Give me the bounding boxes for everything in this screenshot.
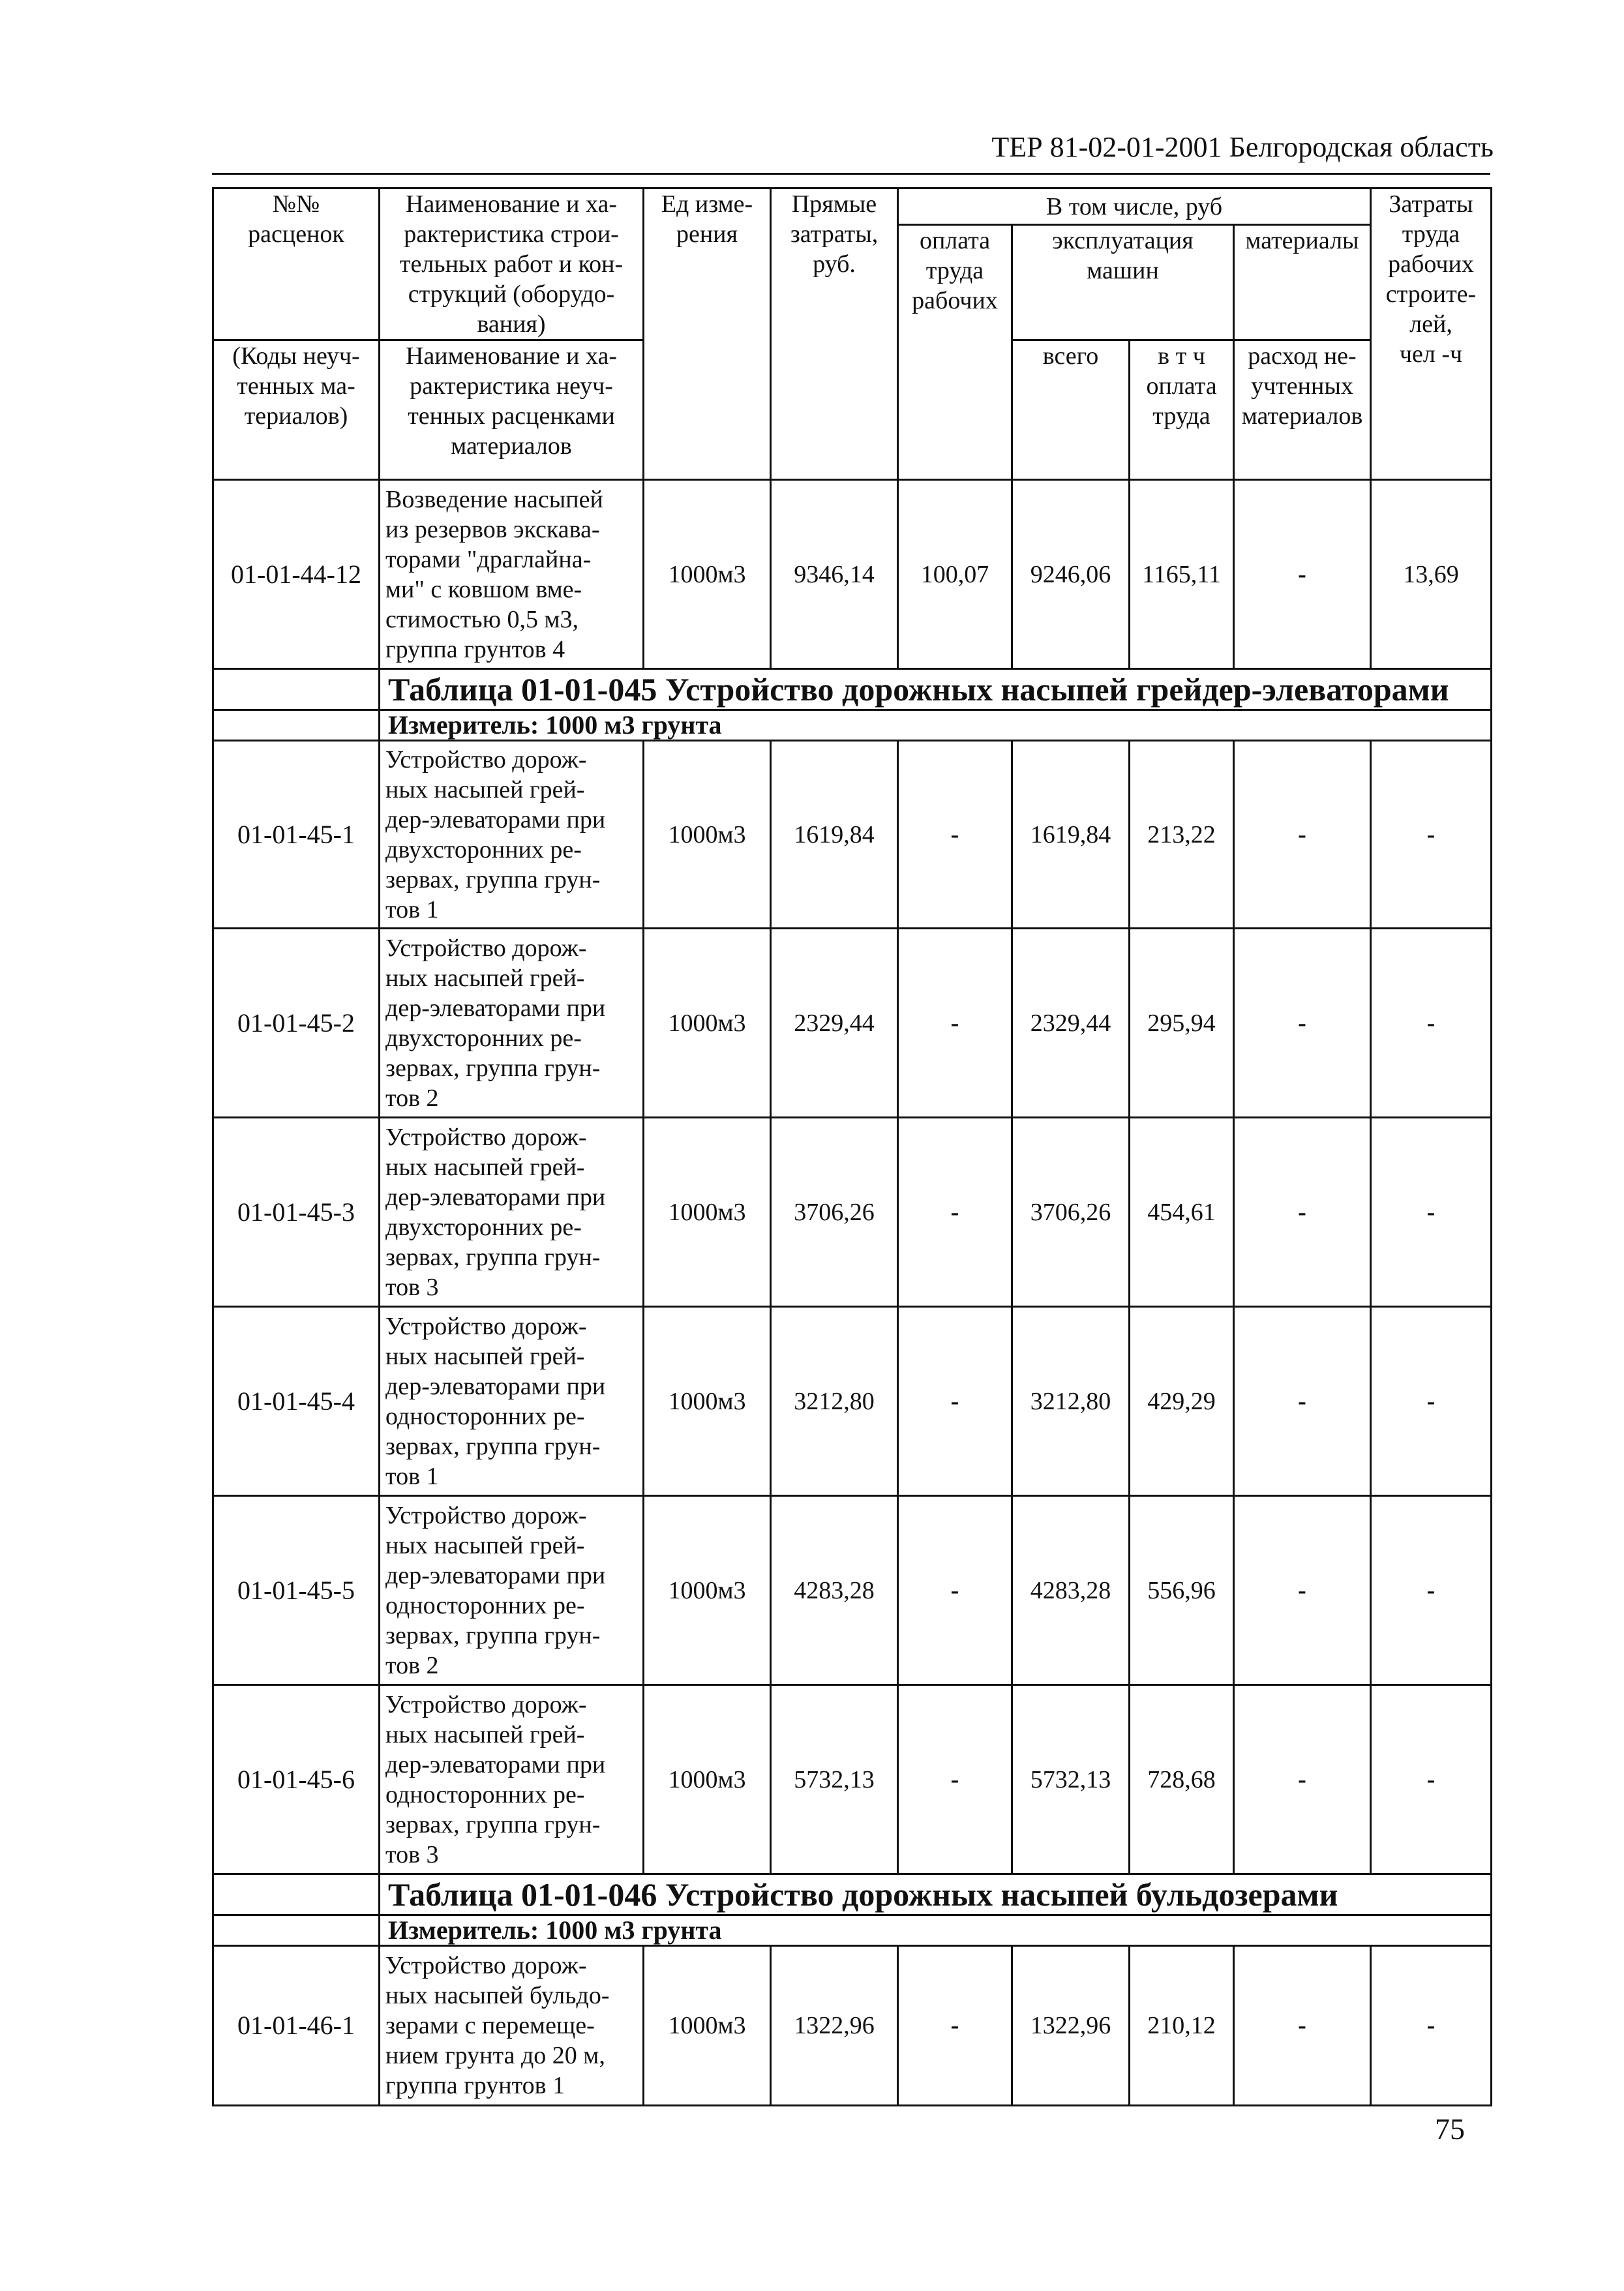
unit-cell: 1000м3 <box>644 1496 771 1685</box>
machines-wages-cell: 1165,11 <box>1130 480 1234 669</box>
wages-cell: - <box>898 929 1012 1118</box>
machines-total-cell: 5732,13 <box>1012 1685 1130 1874</box>
unit-cell: 1000м3 <box>644 741 771 929</box>
machines-total-cell: 2329,44 <box>1012 929 1130 1118</box>
empty-cell <box>213 710 380 741</box>
materials-cell: - <box>1234 929 1371 1118</box>
rate-code: 01-01-44-12 <box>213 480 380 669</box>
empty-cell <box>213 669 380 710</box>
including-header: В том числе, руб <box>898 188 1371 225</box>
direct-cost-cell: 3212,80 <box>771 1307 898 1496</box>
machines-total-cell: 1322,96 <box>1012 1946 1130 2106</box>
table-row <box>213 1118 1492 1307</box>
rate-description: Устройство дорож- ных насыпей грей- дер-элеваторами при односторонних ре- зервах, группа грун- тов 2 <box>380 1496 644 1685</box>
header-rule <box>212 173 1490 175</box>
empty-cell <box>213 1915 380 1946</box>
table-row <box>213 929 1492 1118</box>
rate-description: Устройство дорож- ных насыпей грей- дер-элеваторами при односторонних ре- зервах, группа грун- тов 3 <box>380 1685 644 1874</box>
rate-description: Устройство дорож- ных насыпей грей- дер-элеваторами при двухсторонних ре- зервах, группа грун- тов 2 <box>380 929 644 1118</box>
wages-cell: - <box>898 741 1012 929</box>
section-title-row <box>213 669 1492 710</box>
wages-cell: - <box>898 1685 1012 1874</box>
direct-cost-cell: 9346,14 <box>771 480 898 669</box>
rate-code: 01-01-45-1 <box>213 741 380 929</box>
section-title: Таблица 01-01-046 Устройство дорожных насыпей бульдозерами <box>380 1874 1492 1915</box>
rate-code: 01-01-45-2 <box>213 929 380 1118</box>
unit-cell: 1000м3 <box>644 1946 771 2106</box>
rate-code: 01-01-45-3 <box>213 1118 380 1307</box>
page-number: 75 <box>1435 2112 1465 2146</box>
section-title: Таблица 01-01-045 Устройство дорожных насыпей грейдер-элеваторами <box>380 669 1492 710</box>
materials-cell: - <box>1234 1496 1371 1685</box>
measure-unit: Измеритель: 1000 м3 грунта <box>380 1915 1492 1946</box>
code-header: №№ расценок <box>213 188 380 340</box>
table-row <box>213 480 1492 669</box>
machines-wages-cell: 295,94 <box>1130 929 1234 1118</box>
rate-code: 01-01-45-4 <box>213 1307 380 1496</box>
wages-cell: - <box>898 1118 1012 1307</box>
labor-cost-cell: - <box>1371 1946 1492 2106</box>
machines-wages-cell: 556,96 <box>1130 1496 1234 1685</box>
direct-cost-cell: 2329,44 <box>771 929 898 1118</box>
materials-cell: - <box>1234 741 1371 929</box>
machines-total-cell: 3706,26 <box>1012 1118 1130 1307</box>
direct-cost-cell: 3706,26 <box>771 1118 898 1307</box>
labor-cost-cell: - <box>1371 741 1492 929</box>
name-subheader: Наименование и ха- рактеристика неуч- тенных расценками материалов <box>380 340 644 480</box>
direct-cost-cell: 1619,84 <box>771 741 898 929</box>
labor-cost-cell: - <box>1371 1685 1492 1874</box>
materials-cell: - <box>1234 480 1371 669</box>
measure-row <box>213 1915 1492 1946</box>
unaccounted-materials-header: расход не- учтенных материалов <box>1234 340 1371 480</box>
labor-cost-cell: - <box>1371 1496 1492 1685</box>
materials-cell: - <box>1234 1118 1371 1307</box>
materials-cell: - <box>1234 1685 1371 1874</box>
rate-code: 01-01-45-5 <box>213 1496 380 1685</box>
unit-cell: 1000м3 <box>644 929 771 1118</box>
measure-row <box>213 710 1492 741</box>
direct-cost-cell: 1322,96 <box>771 1946 898 2106</box>
machines-wages-cell: 728,68 <box>1130 1685 1234 1874</box>
unit-cell: 1000м3 <box>644 1685 771 1874</box>
rate-description: Возведение насыпей из резервов экскава- торами "драглайна- ми" с ковшом вме- стимостью 0,5 м3, группа грунтов 4 <box>380 480 644 669</box>
wages-cell: - <box>898 1496 1012 1685</box>
machines-wages-cell: 210,12 <box>1130 1946 1234 2106</box>
unit-cell: 1000м3 <box>644 1118 771 1307</box>
labor-cost-cell: - <box>1371 1118 1492 1307</box>
materials-header: материалы <box>1234 225 1371 340</box>
wages-header: оплата труда рабочих <box>898 225 1012 480</box>
table-row <box>213 1946 1492 2106</box>
document-header: ТЕР 81-02-01-2001 Белгородская область <box>991 131 1494 163</box>
machines-wages-cell: 454,61 <box>1130 1118 1234 1307</box>
labor-cost-cell: - <box>1371 1307 1492 1496</box>
rate-description: Устройство дорож- ных насыпей грей- дер-элеваторами при двухсторонних ре- зервах, группа грун- тов 1 <box>380 741 644 929</box>
machines-wages-header: в т ч оплата труда <box>1130 340 1234 480</box>
labor-cost-header: Затраты труда рабочих строите- лей, чел -ч <box>1371 188 1492 480</box>
table-row <box>213 1496 1492 1685</box>
rate-code: 01-01-46-1 <box>213 1946 380 2106</box>
unit-cell: 1000м3 <box>644 1307 771 1496</box>
empty-cell <box>213 1874 380 1915</box>
rate-description: Устройство дорож- ных насыпей грей- дер-элеваторами при односторонних ре- зервах, группа грун- тов 1 <box>380 1307 644 1496</box>
machines-wages-cell: 429,29 <box>1130 1307 1234 1496</box>
labor-cost-cell: 13,69 <box>1371 480 1492 669</box>
rate-description: Устройство дорож- ных насыпей грей- дер-элеваторами при двухсторонних ре- зервах, группа грун- тов 3 <box>380 1118 644 1307</box>
wages-cell: - <box>898 1307 1012 1496</box>
table-row <box>213 1307 1492 1496</box>
machines-total-header: всего <box>1012 340 1130 480</box>
rate-code: 01-01-45-6 <box>213 1685 380 1874</box>
materials-cell: - <box>1234 1946 1371 2106</box>
table-row <box>213 1685 1492 1874</box>
rate-description: Устройство дорож- ных насыпей бульдо- зерами с перемеще- нием грунта до 20 м, группа грунтов 1 <box>380 1946 644 2106</box>
wages-cell: - <box>898 1946 1012 2106</box>
machines-wages-cell: 213,22 <box>1130 741 1234 929</box>
direct-cost-cell: 5732,13 <box>771 1685 898 1874</box>
rates-table <box>212 187 1492 2106</box>
machines-total-cell: 3212,80 <box>1012 1307 1130 1496</box>
unit-cell: 1000м3 <box>644 480 771 669</box>
labor-cost-cell: - <box>1371 929 1492 1118</box>
machines-total-cell: 9246,06 <box>1012 480 1130 669</box>
wages-cell: 100,07 <box>898 480 1012 669</box>
machines-total-cell: 1619,84 <box>1012 741 1130 929</box>
measure-unit: Измеритель: 1000 м3 грунта <box>380 710 1492 741</box>
unit-header: Ед изме- рения <box>644 188 771 480</box>
direct-cost-header: Прямые затраты, руб. <box>771 188 898 480</box>
machines-header: эксплуатация машин <box>1012 225 1234 340</box>
materials-cell: - <box>1234 1307 1371 1496</box>
name-header: Наименование и ха- рактеристика строи- тельных работ и кон- струкций (оборудо- вания) <box>380 188 644 340</box>
direct-cost-cell: 4283,28 <box>771 1496 898 1685</box>
machines-total-cell: 4283,28 <box>1012 1496 1130 1685</box>
section-title-row <box>213 1874 1492 1915</box>
header-row <box>213 188 1492 225</box>
code-subheader: (Коды неуч- тенных ма- териалов) <box>213 340 380 480</box>
table-row <box>213 741 1492 929</box>
